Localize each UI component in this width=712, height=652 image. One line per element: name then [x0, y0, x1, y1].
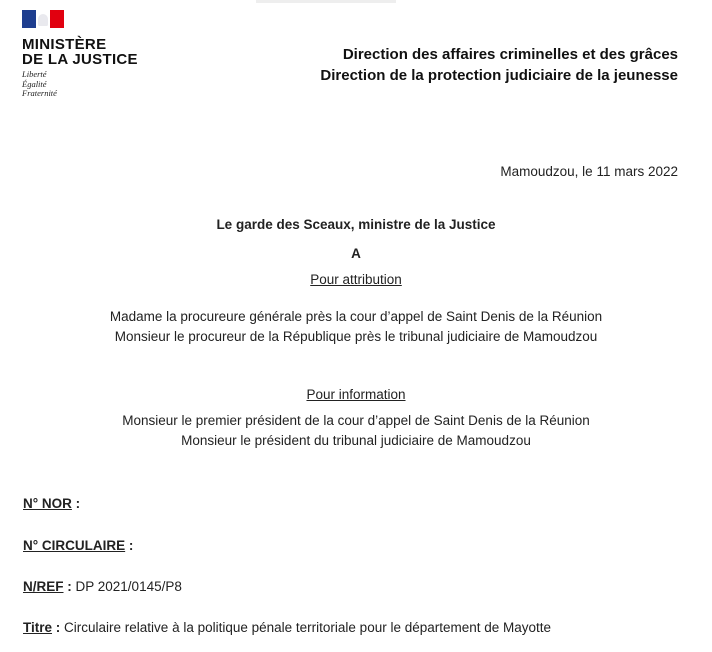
ref-field: N/REF : DP 2021/0145/P8 [23, 579, 182, 594]
nor-label: N° NOR [23, 496, 72, 511]
nor-field: N° NOR : [23, 496, 81, 511]
recipient-line: Monsieur le procureur de la République près le tribunal judiciaire de Mamoudzou [114, 329, 598, 344]
marianne-flag-icon [22, 10, 64, 28]
ref-label: N/REF [23, 579, 64, 594]
ministry-name: MINISTÈRE DE LA JUSTICE [22, 36, 138, 68]
circulaire-field: N° CIRCULAIRE : [23, 538, 134, 553]
recipient-line: Monsieur le premier président de la cour d’appel de Saint Denis de la Réunion [122, 413, 590, 428]
attribution-heading: Pour attribution [310, 272, 402, 287]
attribution-recipients [0, 307, 712, 347]
titre-label: Titre [23, 620, 53, 635]
recipient-line: Madame la procureure générale près la cour d’appel de Saint Denis de la Réunion [109, 309, 603, 324]
information-recipients [0, 411, 712, 451]
circulaire-label: N° CIRCULAIRE [23, 538, 126, 553]
recipient-line: Monsieur le président du tribunal judiciaire de Mamoudzou [181, 433, 531, 448]
place-date: Mamoudzou, le 11 mars 2022 [500, 164, 678, 179]
direction-1: Direction des affaires criminelles et des grâces [342, 46, 678, 63]
information-heading: Pour information [306, 387, 406, 402]
ref-value: DP 2021/0145/P8 [75, 579, 182, 594]
scan-artifact [256, 0, 396, 3]
to-letter: A [351, 246, 361, 261]
ministry-logo [22, 10, 152, 99]
titre-value: Circulaire relative à la politique pénale territoriale pour le département de Mayotte [64, 620, 552, 635]
republic-motto: Liberté Égalité Fraternité [22, 69, 57, 98]
issuing-directions [320, 44, 678, 86]
sender: Le garde des Sceaux, ministre de la Justice [216, 217, 496, 232]
titre-field: Titre : Circulaire relative à la politique pénale territoriale pour le département de Mayotte [23, 620, 552, 635]
direction-2: Direction de la protection judiciaire de la jeunesse [320, 67, 678, 84]
